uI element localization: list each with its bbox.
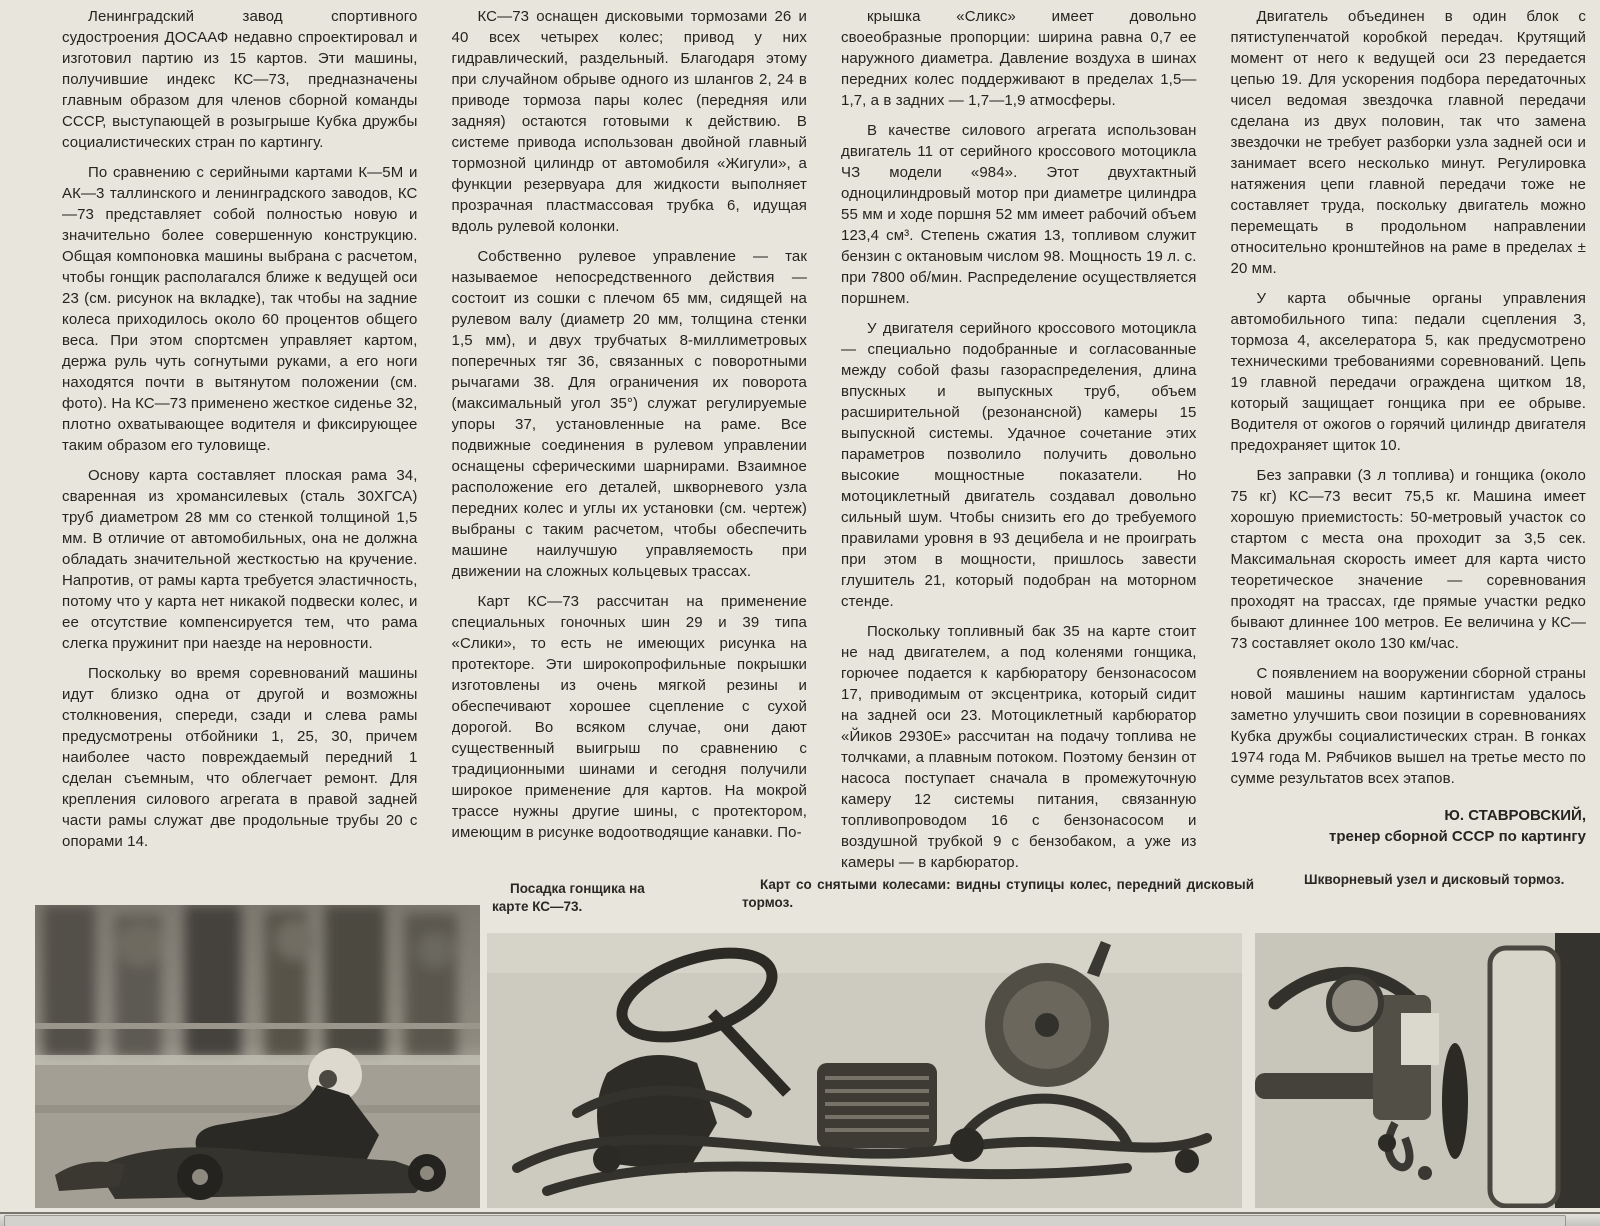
paragraph: В качестве силового агрегата использован двигатель 11 от серийного кроссового мотоцикла ЧЗ модели «984». Этот двухтактный одноцилиндровый мотор при диаметре цилиндра 55 мм и ходе поршня 52 мм имеет рабочий объем 123,4 см³. Степень сжатия 13, топливом служит бензин с октановым числом 98. Мощность 19 л. с. при 7800 об/мин. Распределение осуществляется поршнем.	[841, 122, 1197, 307]
article-columns	[62, 6, 1586, 878]
paragraph: Основу карта составляет плоская рама 34, сваренная из хромансилевых (сталь 30ХГСА) труб диаметром 28 мм со стенкой толщиной 1,5 мм. В отличие от автомобильных, она не должна обладать значительной жесткостью на кручение. Напротив, от рамы карта требуется эластичность, потому что у карта нет никакой подвески колес, и ее отсутствие компенсируется тем, что рама слегка пружинит при наезде на неровности.	[62, 467, 418, 652]
paragraph: крышка «Сликс» имеет довольно своеобразные пропорции: ширина равна 0,7 ее наружного диаметра. Давление воздуха в шинах передних колес поддерживают в пределах 1,5—1,7, а в задних — 1,7—1,9 атмосферы.	[841, 8, 1197, 109]
scrollbar-thumb[interactable]	[4, 1215, 1566, 1226]
photo-kart-no-wheels	[487, 933, 1242, 1208]
caption-kart-no-wheels-photo: Карт со снятыми колесами: видны ступицы колес, передний дисковый тормоз.	[742, 877, 1254, 910]
byline-author: Ю. СТАВРОВСКИЙ,	[1444, 807, 1586, 824]
article-column-4	[1231, 6, 1587, 878]
paragraph: Поскольку во время соревнований машины идут близко одна от другой и возможны столкновения, спереди, сзади и слева рамы предусмотрены отбойники 1, 25, 30, причем наиболее часто повреждаемый передний 1 сделан съемным, что облегчает ремонт. Для крепления силового агрегата в правой задней части рамы служат две продольные трубы 20 с опорами 14.	[62, 665, 418, 850]
paragraph: Карт КС—73 рассчитан на применение специальных гоночных шин 29 и 39 типа «Слики», то есть не имеющих рисунка на протекторе. Эти широкопрофильные покрышки изготовлены из очень мягкой резины и обеспечивают хорошее сцепление с сухой дорогой. Во всяком случае, они дают существенный выигрыш по сравнению с традиционными шинами и сегодня получили широкое применение для картов. На мокрой трассе нужны другие шины, с протектором, имеющим в рисунке водоотводящие канавки. По-	[451, 593, 807, 841]
paragraph: Без заправки (3 л топлива) и гонщика (около 75 кг) КС—73 весит 75,5 кг. Машина имеет хорошую приемистость: 50-метровый участок со стартом с места она проходит за 3,5 сек. Максимальная скорость имеет для карта чисто теоретическое значение — соревнования проходят на трассах, где прямые участки редко бывают длиннее 100 метров. Ее величина у КС—73 составляет около 130 км/час.	[1230, 467, 1586, 652]
paragraph: По сравнению с серийными картами К—5М и АК—3 таллинского и ленинградского заводов, КС—73 представляет собой полностью новую и значительно более совершенную конструкцию. Общая компоновка машины выбрана с расчетом, чтобы гонщик располагался ближе к ведущей оси 23 (см. рисунок на вкладке), так чтобы на задние колеса приходилось около 60 процентов общего веса. При этом спортсмен управляет картом, держа руль чуть согнутыми руками, а его ноги находятся почти в вытянутом положении (см. фото). На КС—73 применено жесткое сиденье 32, плотно охватывающее водителя и фиксирующее таким образом его туловище.	[62, 164, 418, 454]
photo-kingpin-disc-brake	[1255, 933, 1600, 1208]
paragraph: Собственно рулевое управление — так называемое непосредственного действия — состоит из сошки с плечом 65 мм, сидящей на рулевом валу (диаметр 20 мм, толщина стенки 1,5 мм), и двух трубчатых 8-миллиметровых поперечных тяг 36, связанных с поворотными рычагами 38. Для ограничения их поворота (максимальный угол 35°) служат регулируемые упоры 37, установленные на раме. Все подвижные соединения в рулевом управлении оснащены сферическими шарнирами. Взаимное расположение его деталей, шкворневого узла передних колес и углы их установки (см. чертеж) выбраны с таким расчетом, чтобы обеспечить машине наилучшую управляемость при движении на сложных кольцевых трассах.	[451, 248, 807, 580]
byline-role: тренер сборной СССР по картингу	[1328, 828, 1586, 845]
paragraph: Ленинградский завод спортивного судостроения ДОСААФ недавно спроектировал и изготовил партию из 15 картов. Эти машины, получившие индекс КС—73, предназначены главным образом для членов сборной команды СССР, выступающей в розыгрыше Кубка дружбы социалистических стран по картингу.	[62, 8, 418, 151]
paragraph: У двигателя серийного кроссового мотоцикла — специально подобранные и согласованные между собой фазы газораспределения, длина впускных и выпускных труб, объем расширительной (резонансной) камеры 15 выпускной системы. Удачное сочетание этих параметров позволило получить довольно высокие мощностные показатели. Но мотоциклетный двигатель создавал довольно сильный шум. Чтобы снизить его до требуемого правилами уровня в 93 децибела и не проиграть при этом в мощности, пришлось завести глушитель 21, который подобран на моторном стенде.	[841, 320, 1197, 610]
paragraph: У карта обычные органы управления автомобильного типа: педали сцепления 3, тормоза 4, акселератора 5, как предусмотрено техническими требованиями соревнований. Цепь 19 главной передачи ограждена щитком 18, который защищает гонщика при ее обрыве. Водителя от ожогов о горячий цилиндр двигателя предохраняет щиток 10.	[1230, 290, 1586, 454]
paragraph: С появлением на вооружении сборной страны новой машины нашим картингистам удалось заметно улучшить свои позиции в соревнованиях Кубка дружбы социалистических стран. В гонках 1974 года М. Рябчиков вышел на третье место по сумме результатов всех этапов.	[1230, 665, 1586, 787]
byline	[1231, 805, 1587, 847]
photo-rider-on-track	[35, 905, 480, 1208]
paragraph: Двигатель объединен в один блок с пятиступенчатой коробкой передач. Крутящий момент от него к ведущей оси 23 передается цепью 19. Для ускорения подбора передаточных чисел ведомая звездочка главной передачи сделана из двух половин, так что замена звездочки не требует разборки узла задней оси и занимает всего несколько минут. Регулировка натяжения цепи главной передачи тоже не составляет труда, поскольку двигатель можно перемещать в продольном направлении относительно кронштейнов на раме в пределах ± 20 мм.	[1230, 8, 1586, 277]
article-column-1	[62, 6, 418, 878]
caption-rider-photo: Посадка гонщика на карте КС—73.	[492, 881, 645, 914]
photo-kart-no-wheels-image	[487, 933, 1242, 1208]
caption-kingpin-brake-photo: Шкворневый узел и дисковый тормоз.	[1304, 872, 1565, 887]
photo-kingpin-disc-brake-image	[1255, 933, 1600, 1208]
paragraph: Поскольку топливный бак 35 на карте стоит не над двигателем, а под коленями гонщика, горючее подается к карбюратору бензонасосом 17, приводимым от эксцентрика, который сидит на задней оси 23. Мотоциклетный карбюратор «Йиков 2930Е» рассчитан на подачу топлива не толчками, а плавным потоком. Поэтому бензин от насоса поступает сначала в промежуточную камеру 12 системы питания, связанную топливопроводом 16 с бензонасосом и воздушной трубкой 9 с бензобаком, а уже из камеры — в карбюратор.	[841, 623, 1197, 871]
paragraph: КС—73 оснащен дисковыми тормозами 26 и 40 всех четырех колес; привод у них гидравлический, раздельный. Благодаря этому при случайном обрыве одного из шлангов 2, 24 в приводе тормоза пары колес (передняя или задняя) остаются готовыми к действию. В системе привода использован двойной главный тормозной цилиндр от автомобиля «Жигули», а функции резервуара для жидкости выполняет прозрачная пластмассовая трубка 6, идущая вдоль рулевой колонки.	[451, 8, 807, 235]
article-column-2	[452, 6, 808, 878]
article-column-3	[841, 6, 1197, 878]
photo-rider-on-track-image	[35, 905, 480, 1208]
horizontal-scrollbar[interactable]	[0, 1212, 1600, 1226]
